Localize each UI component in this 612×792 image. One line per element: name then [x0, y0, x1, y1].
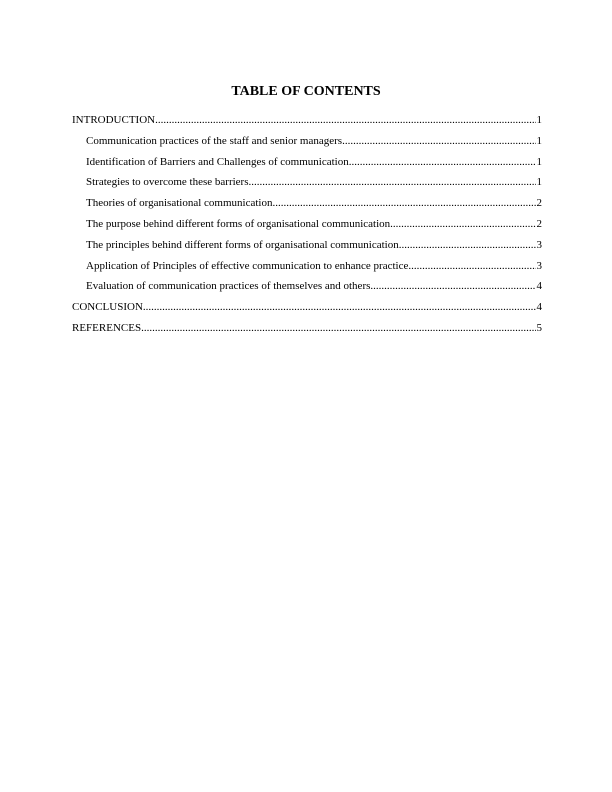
toc-page-number: 1: [536, 114, 542, 126]
toc-entry-text: INTRODUCTION: [72, 114, 156, 126]
toc-dot-leader: [141, 320, 535, 336]
toc-page-number: 1: [536, 155, 542, 168]
toc-entry-text: Application of Principles of effective communication to enhance practice: [86, 259, 409, 272]
toc-entry-principles[interactable]: [72, 237, 542, 258]
toc-dot-leader: [408, 258, 535, 274]
toc-entry-text: The purpose behind different forms of organisational communication: [86, 217, 391, 230]
toc-dot-leader: [370, 278, 535, 294]
toc-list: [72, 112, 542, 341]
toc-page-number: 2: [536, 217, 542, 230]
toc-entry-conclusion[interactable]: [72, 299, 542, 320]
toc-entry-text: Communication practices of the staff and senior managers: [86, 134, 343, 147]
toc-title: TABLE OF CONTENTS: [231, 84, 381, 99]
toc-page-number: 4: [536, 301, 542, 314]
toc-entry-text: Theories of organisational communication: [86, 197, 273, 210]
toc-dot-leader: [399, 237, 536, 253]
toc-entry-text: Identification of Barriers and Challenges of communication: [86, 155, 349, 168]
toc-dot-leader: [342, 133, 535, 149]
toc-dot-leader: [143, 299, 536, 315]
toc-page-number: 2: [536, 197, 542, 210]
toc-entry-application[interactable]: [72, 258, 542, 279]
toc-dot-leader: [390, 216, 535, 232]
toc-dot-leader: [272, 195, 535, 211]
toc-page-number: 5: [536, 321, 542, 334]
toc-page-number: 1: [536, 134, 542, 147]
toc-dot-leader: [349, 154, 536, 170]
toc-page-number: 3: [536, 238, 542, 251]
toc-entry-text: REFERENCES: [72, 321, 142, 334]
toc-dot-leader: [155, 112, 535, 128]
toc-entry-text: CONCLUSION: [72, 301, 143, 314]
toc-entry-text: The principles behind different forms of organisational communication: [86, 238, 399, 251]
toc-entry-barriers-challenges[interactable]: [72, 154, 542, 175]
toc-entry-evaluation[interactable]: [72, 278, 542, 299]
toc-entry-purpose[interactable]: [72, 216, 542, 237]
toc-entry-introduction[interactable]: [72, 112, 542, 133]
toc-page-number: 3: [536, 259, 542, 272]
toc-page-number: 4: [536, 280, 542, 293]
toc-entry-theories[interactable]: [72, 195, 542, 216]
toc-entry-text: Evaluation of communication practices of themselves and others: [86, 280, 371, 293]
toc-entry-strategies[interactable]: [72, 174, 542, 195]
toc-dot-leader: [249, 174, 536, 190]
toc-page-number: 1: [536, 176, 542, 189]
toc-entry-text: Strategies to overcome these barriers: [86, 176, 249, 189]
toc-entry-communication-practices[interactable]: [72, 133, 542, 154]
toc-entry-references[interactable]: [72, 320, 542, 341]
